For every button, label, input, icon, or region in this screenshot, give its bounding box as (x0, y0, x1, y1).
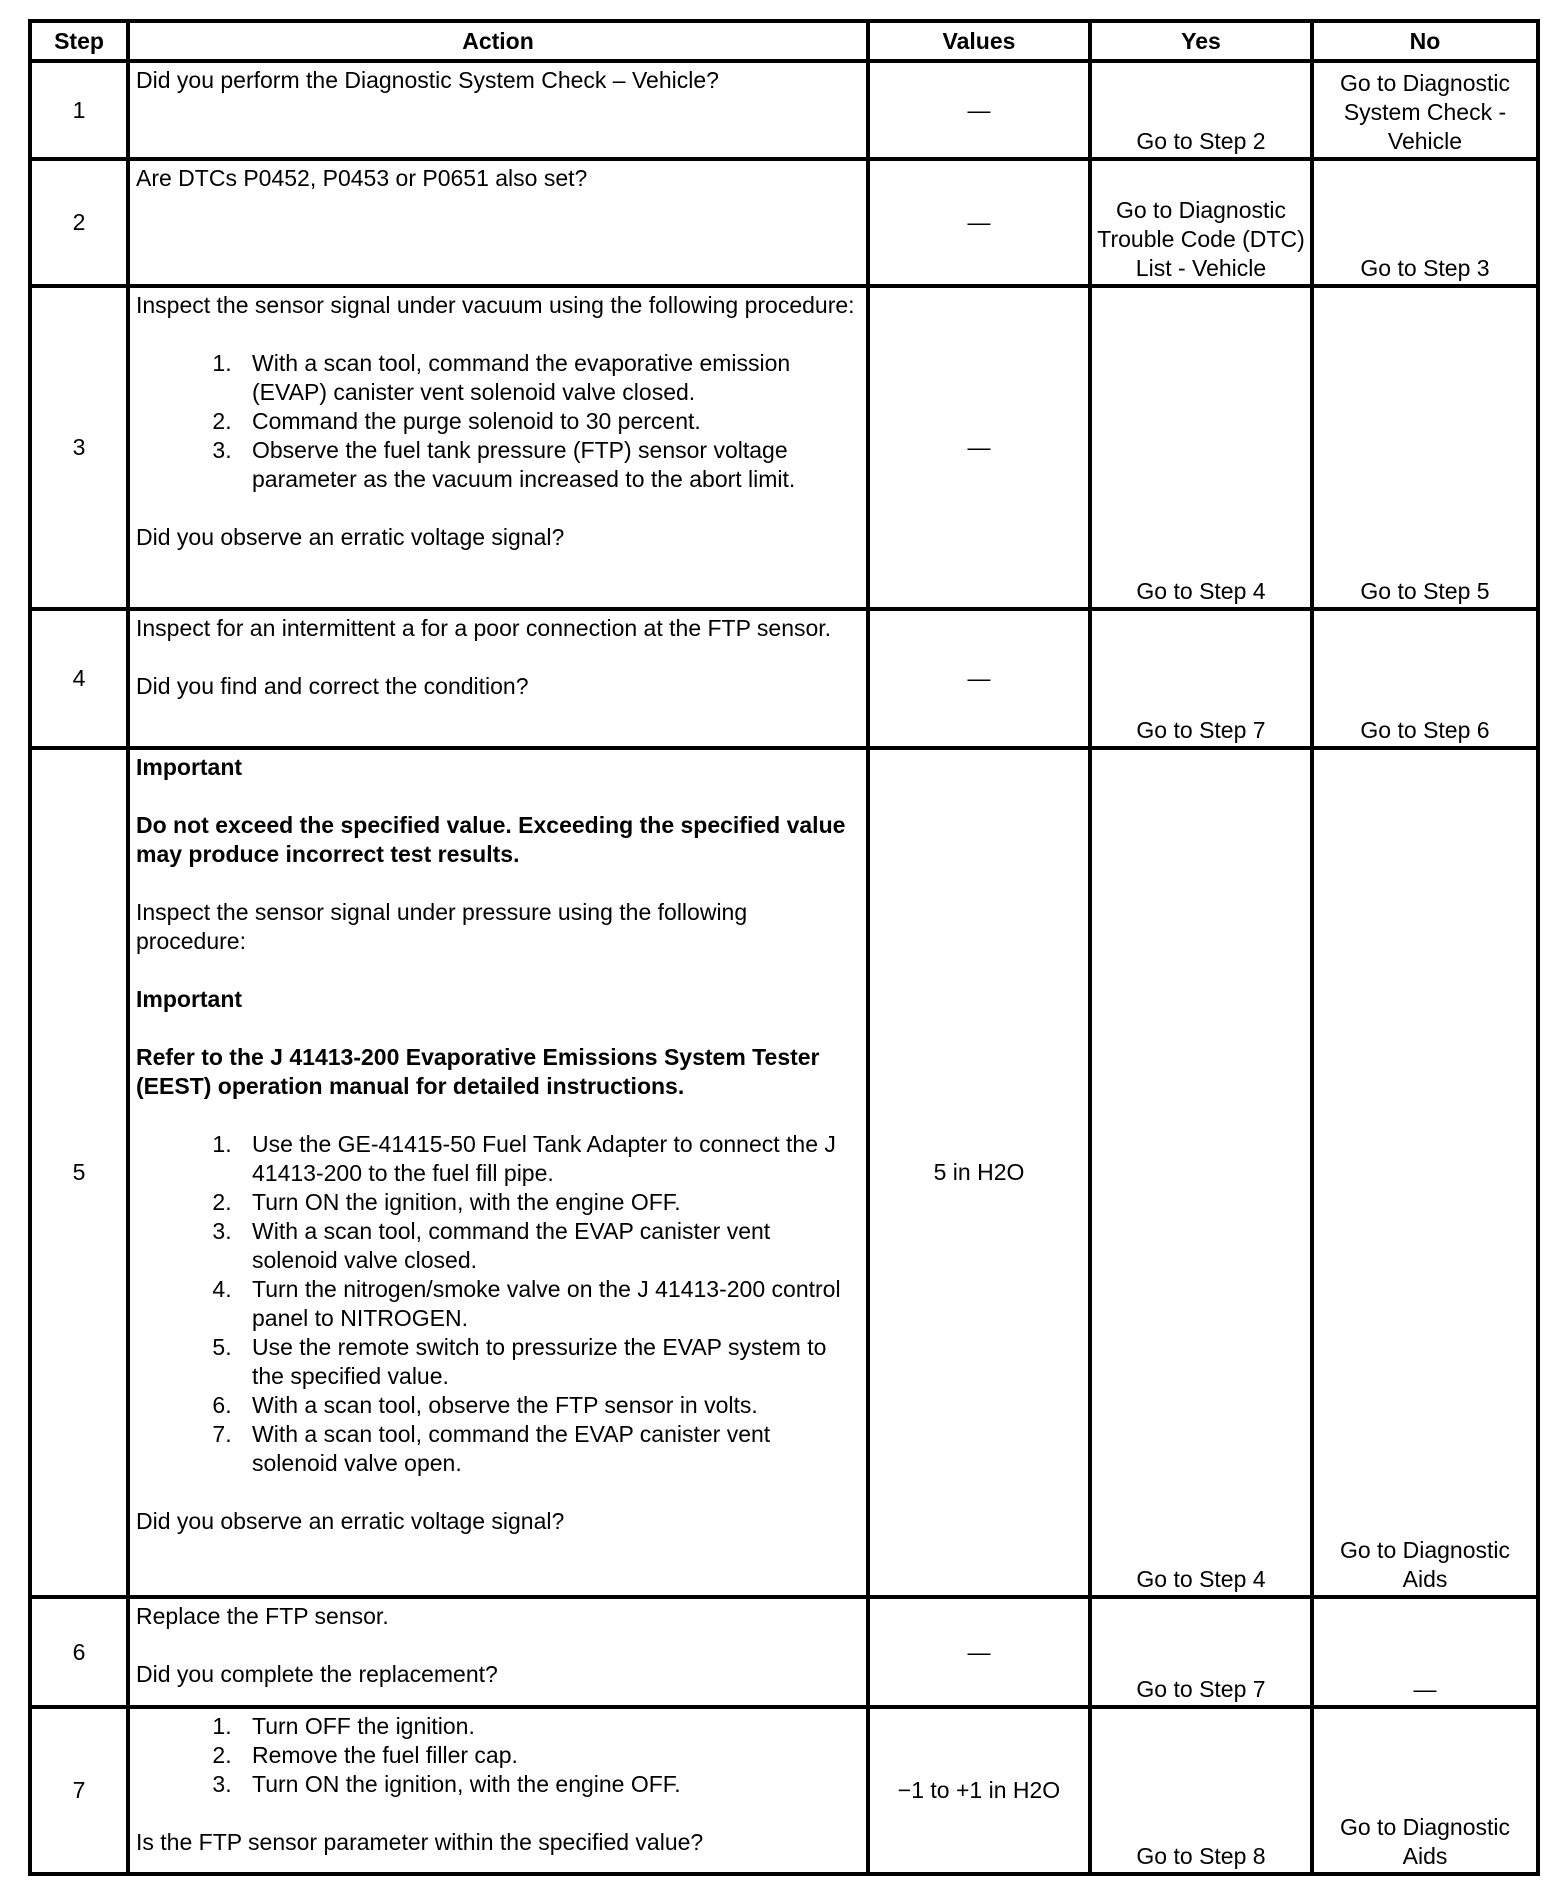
table-row (30, 1707, 1538, 1874)
action-question: Are DTCs P0452, P0453 or P0651 also set? (136, 165, 588, 191)
procedure-step: 5. Use the remote switch to pressurize the EVAP system to the specified value. (238, 1333, 862, 1391)
table-row (30, 748, 1538, 1597)
important-note: Refer to the J 41413-200 Evaporative Emissions System Tester (EEST) operation manual for detailed instructions. (136, 1044, 820, 1099)
action-cell (128, 609, 868, 748)
yes-link[interactable]: Go to Step 8 (1136, 1843, 1266, 1869)
procedure-step: 3. With a scan tool, command the EVAP canister vent solenoid valve closed. (238, 1217, 862, 1275)
action-question: Did you perform the Diagnostic System Check – Vehicle? (136, 67, 719, 93)
no-link[interactable]: Go to Diagnostic System Check - Vehicle (1339, 70, 1511, 154)
procedure-step: 2. Remove the fuel filler cap. (238, 1741, 862, 1770)
procedure-list (136, 349, 862, 494)
values-cell: — (868, 159, 1090, 286)
procedure-step: 2. Command the purge solenoid to 30 percent. (238, 407, 862, 436)
yes-link[interactable]: Go to Step 2 (1136, 128, 1266, 154)
table-row (30, 159, 1538, 286)
yes-cell (1090, 609, 1312, 748)
yes-link[interactable]: Go to Step 4 (1136, 1566, 1266, 1592)
values-cell: — (868, 61, 1090, 159)
important-label: Important (136, 754, 243, 780)
procedure-step: 7. With a scan tool, command the EVAP canister vent solenoid valve open. (238, 1420, 862, 1478)
header-yes: Yes (1090, 21, 1312, 61)
procedure-list (136, 1712, 862, 1799)
no-value: — (1413, 1676, 1437, 1702)
step-number: 5 (30, 748, 128, 1597)
action-question: Did you complete the replacement? (136, 1661, 498, 1687)
procedure-step: 3. Observe the fuel tank pressure (FTP) sensor voltage parameter as the vacuum increased to the abort limit. (238, 436, 862, 494)
procedure-step: 2. Turn ON the ignition, with the engine OFF. (238, 1188, 862, 1217)
procedure-step: 6. With a scan tool, observe the FTP sensor in volts. (238, 1391, 862, 1420)
no-link[interactable]: Go to Step 5 (1360, 578, 1490, 604)
procedure-step: 1. With a scan tool, command the evaporative emission (EVAP) canister vent solenoid valve closed. (238, 349, 862, 407)
yes-cell (1090, 748, 1312, 1597)
yes-cell (1090, 61, 1312, 159)
no-link[interactable]: Go to Diagnostic Aids (1339, 1537, 1511, 1592)
table-row (30, 61, 1538, 159)
important-note: Do not exceed the specified value. Exceeding the specified value may produce incorrect test results. (136, 812, 846, 867)
table-row (30, 1597, 1538, 1707)
procedure-step: 1. Turn OFF the ignition. (238, 1712, 862, 1741)
values-cell: 5 in H2O (868, 748, 1090, 1597)
action-question: Did you observe an erratic voltage signal? (136, 524, 565, 550)
diagnostic-table (28, 19, 1540, 1876)
important-label: Important (136, 986, 243, 1012)
action-intro: Inspect the sensor signal under pressure using the following procedure: (136, 899, 748, 954)
no-cell (1312, 61, 1538, 159)
action-cell (128, 1597, 868, 1707)
yes-cell (1090, 1597, 1312, 1707)
no-cell (1312, 286, 1538, 609)
header-action: Action (128, 21, 868, 61)
procedure-step: 1. Use the GE-41415-50 Fuel Tank Adapter to connect the J 41413-200 to the fuel fill pipe. (238, 1130, 862, 1188)
no-cell (1312, 1707, 1538, 1874)
no-link[interactable]: Go to Diagnostic Aids (1339, 1814, 1511, 1869)
values-cell: — (868, 1597, 1090, 1707)
no-cell (1312, 159, 1538, 286)
yes-link[interactable]: Go to Diagnostic Trouble Code (DTC) List - Vehicle (1097, 197, 1305, 281)
action-intro: Replace the FTP sensor. (136, 1603, 389, 1629)
action-question: Did you find and correct the condition? (136, 673, 529, 699)
table-row (30, 286, 1538, 609)
action-cell (128, 748, 868, 1597)
header-row (30, 21, 1538, 61)
procedure-list (136, 1130, 862, 1478)
procedure-step: 4. Turn the nitrogen/smoke valve on the J 41413-200 control panel to NITROGEN. (238, 1275, 862, 1333)
no-cell (1312, 609, 1538, 748)
no-link[interactable]: Go to Step 6 (1360, 717, 1490, 743)
action-intro: Inspect the sensor signal under vacuum using the following procedure: (136, 292, 855, 318)
procedure-step: 3. Turn ON the ignition, with the engine OFF. (238, 1770, 862, 1799)
step-number: 2 (30, 159, 128, 286)
action-question: Is the FTP sensor parameter within the specified value? (136, 1829, 704, 1855)
action-cell (128, 1707, 868, 1874)
yes-link[interactable]: Go to Step 7 (1136, 1676, 1266, 1702)
yes-cell (1090, 286, 1312, 609)
yes-link[interactable]: Go to Step 4 (1136, 578, 1266, 604)
header-step: Step (30, 21, 128, 61)
header-no: No (1312, 21, 1538, 61)
no-cell (1312, 748, 1538, 1597)
action-cell (128, 286, 868, 609)
action-intro: Inspect for an intermittent a for a poor connection at the FTP sensor. (136, 615, 832, 641)
yes-cell (1090, 159, 1312, 286)
action-cell (128, 61, 868, 159)
header-values: Values (868, 21, 1090, 61)
values-cell: — (868, 286, 1090, 609)
values-cell: — (868, 609, 1090, 748)
step-number: 1 (30, 61, 128, 159)
yes-link[interactable]: Go to Step 7 (1136, 717, 1266, 743)
step-number: 7 (30, 1707, 128, 1874)
step-number: 3 (30, 286, 128, 609)
no-link[interactable]: Go to Step 3 (1360, 255, 1490, 281)
action-question: Did you observe an erratic voltage signal? (136, 1508, 565, 1534)
no-cell (1312, 1597, 1538, 1707)
yes-cell (1090, 1707, 1312, 1874)
values-cell: −1 to +1 in H2O (868, 1707, 1090, 1874)
step-number: 6 (30, 1597, 128, 1707)
table-row (30, 609, 1538, 748)
step-number: 4 (30, 609, 128, 748)
action-cell (128, 159, 868, 286)
